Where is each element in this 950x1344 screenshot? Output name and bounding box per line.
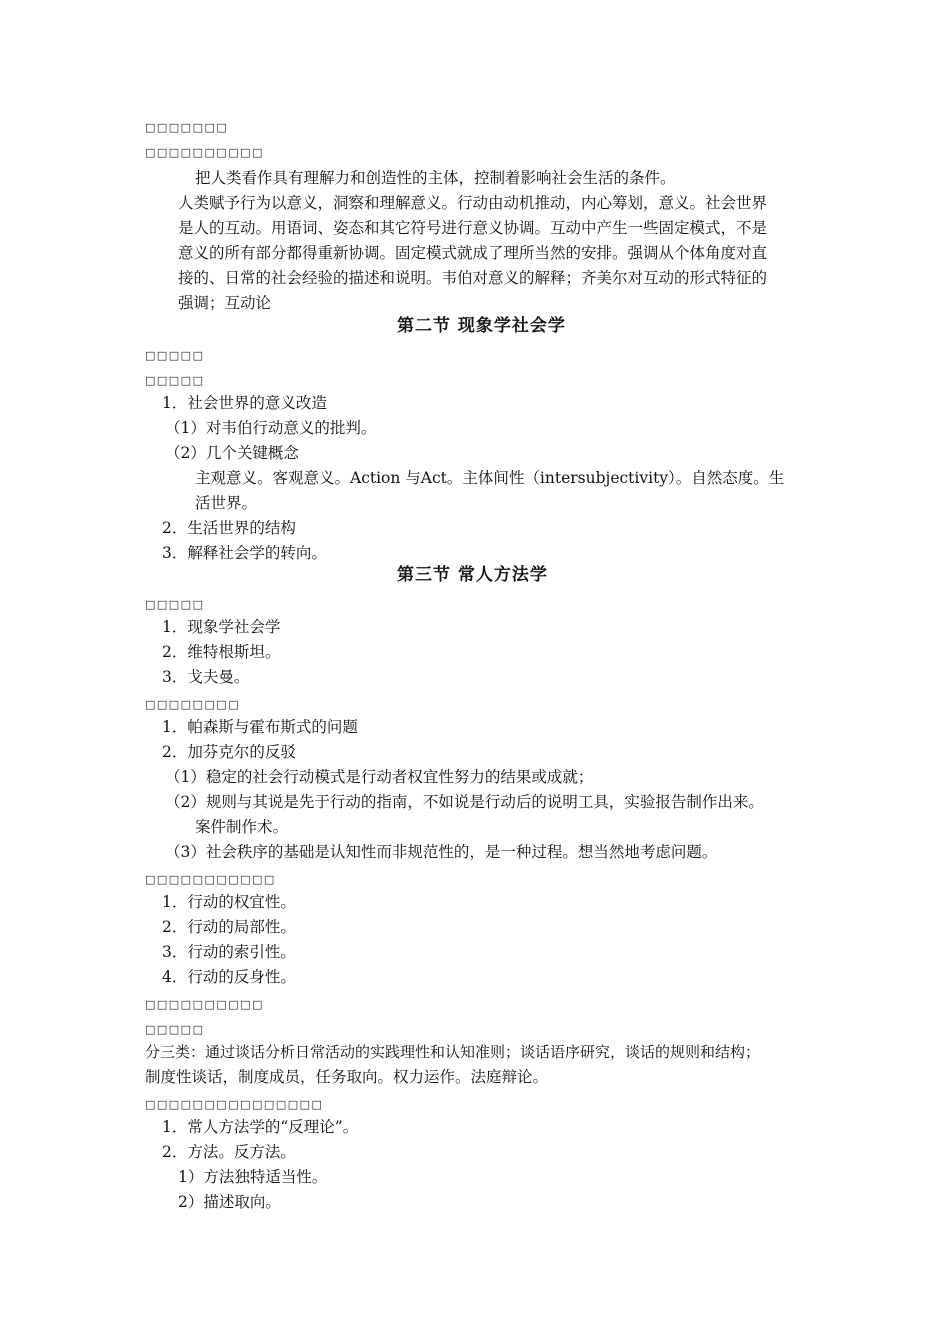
list-subitem: （1）对韦伯行动意义的批判。 <box>165 419 377 437</box>
intro-paragraph-line: 把人类看作具有理解力和创造性的主体，控制着影响社会生活的条件。 <box>195 169 676 187</box>
section-2-title: 第二节 现象学社会学 <box>397 316 566 336</box>
intro-paragraph-line: 是人的互动。用语词、姿态和其它符号进行意义协调。互动中产生一些固定模式，不是 <box>178 219 768 237</box>
garbled-heading: □□□□□□□□□□□ <box>145 873 276 886</box>
garbled-heading: □□□□□ <box>145 1023 205 1036</box>
garbled-heading: □□□□□ <box>145 374 205 387</box>
intro-paragraph-line: 意义的所有部分都得重新协调。固定模式就成了理所当然的安排。强调从个体角度对直 <box>178 244 768 262</box>
list-item: 1．帕森斯与霍布斯式的问题 <box>162 718 358 736</box>
intro-paragraph-line: 强调；互动论 <box>178 294 272 312</box>
garbled-heading: □□□□□□□□□□ <box>145 998 264 1011</box>
list-item: 2．生活世界的结构 <box>162 519 296 537</box>
section-3-title: 第三节 常人方法学 <box>397 565 548 585</box>
list-item: 2．加芬克尔的反驳 <box>162 743 296 761</box>
paragraph-line: 分三类：通过谈话分析日常活动的实践理性和认知准则；谈话语序研究，谈话的规则和结构； <box>145 1043 761 1061</box>
list-item: 2．行动的局部性。 <box>162 918 296 936</box>
list-item: 1．现象学社会学 <box>162 618 281 636</box>
list-subitem: （2）几个关键概念 <box>165 444 299 462</box>
garbled-heading: □□□□□ <box>145 598 205 611</box>
list-subitem: （1）稳定的社会行动模式是行动者权宜性努力的结果或成就； <box>165 768 594 786</box>
list-subitem: 2）描述取向。 <box>178 1193 281 1211</box>
garbled-heading: □□□□□□□□□□□□□□□ <box>145 1098 324 1111</box>
list-subitem-text: 案件制作术。 <box>195 818 289 836</box>
list-item: 1．行动的权宜性。 <box>162 893 296 911</box>
garbled-heading: □□□□□□□ <box>145 121 229 134</box>
list-item: 1．社会世界的意义改造 <box>162 394 327 412</box>
list-item: 3．行动的索引性。 <box>162 943 296 961</box>
list-subitem-text: 主观意义。客观意义。Action 与Act。主体间性（intersubjectivity）。自然态度。生 <box>195 469 785 487</box>
list-item: 4．行动的反身性。 <box>162 968 296 986</box>
list-subitem: （2）规则与其说是先于行动的指南，不如说是行动后的说明工具，实验报告制作出来。 <box>165 793 764 811</box>
intro-paragraph-line: 人类赋予行为以意义，洞察和理解意义。行动由动机推动，内心筹划，意义。社会世界 <box>178 194 768 212</box>
list-item: 2．方法。反方法。 <box>162 1143 296 1161</box>
list-item: 2．维特根斯坦。 <box>162 643 281 661</box>
list-subitem-text: 活世界。 <box>195 494 258 512</box>
paragraph-line: 制度性谈话，制度成员，任务取向。权力运作。法庭辩论。 <box>145 1068 549 1086</box>
garbled-heading: □□□□□ <box>145 349 205 362</box>
intro-paragraph-line: 接的、日常的社会经验的描述和说明。韦伯对意义的解释；齐美尔对互动的形式特征的 <box>178 269 768 287</box>
list-subitem: （3）社会秩序的基础是认知性而非规范性的，是一种过程。想当然地考虑问题。 <box>165 843 718 861</box>
list-item: 3．戈夫曼。 <box>162 668 250 686</box>
list-item: 1．常人方法学的“反理论”。 <box>162 1118 359 1136</box>
garbled-heading: □□□□□□□□□□ <box>145 146 264 159</box>
list-item: 3．解释社会学的转向。 <box>162 544 327 562</box>
list-subitem: 1）方法独特适当性。 <box>178 1168 328 1186</box>
garbled-heading: □□□□□□□□ <box>145 698 241 711</box>
